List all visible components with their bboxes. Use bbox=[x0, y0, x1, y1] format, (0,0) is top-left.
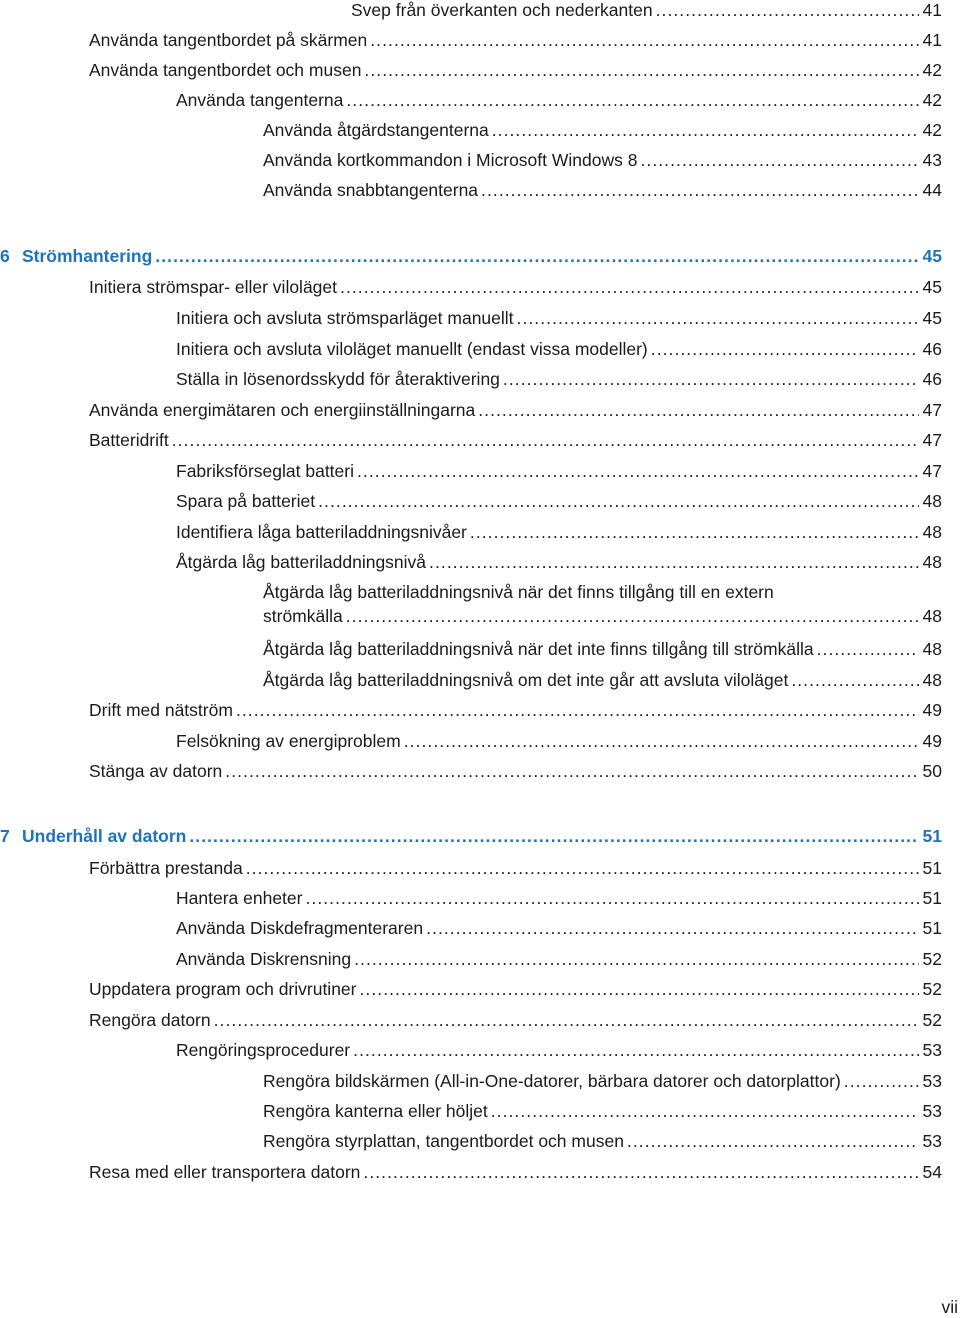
toc-leader bbox=[656, 0, 919, 21]
toc-entry-page: 54 bbox=[922, 1162, 942, 1182]
toc-leader bbox=[817, 639, 919, 660]
toc-leader bbox=[426, 918, 918, 939]
toc-chapter-title-group bbox=[0, 826, 186, 847]
toc-entry-title-line2: strömkälla bbox=[263, 606, 343, 626]
toc-leader bbox=[640, 150, 918, 171]
toc-entry-page: 48 bbox=[922, 606, 942, 626]
toc-entry-page: 52 bbox=[922, 1010, 942, 1030]
toc-leader bbox=[364, 60, 918, 81]
toc-entry[interactable] bbox=[176, 90, 942, 111]
toc-leader bbox=[172, 430, 919, 451]
toc-entry-page: 43 bbox=[922, 150, 942, 170]
toc-entry-page: 41 bbox=[922, 30, 942, 50]
toc-entry[interactable] bbox=[89, 400, 942, 421]
toc-leader bbox=[651, 339, 919, 360]
toc-entry-page: 47 bbox=[922, 430, 942, 450]
toc-chapter-title: Underhåll av datorn bbox=[22, 826, 187, 846]
toc-entry[interactable] bbox=[263, 1101, 942, 1122]
toc-chapter-entry[interactable] bbox=[0, 826, 942, 847]
toc-entry[interactable] bbox=[263, 579, 942, 627]
toc-entry[interactable] bbox=[176, 339, 942, 360]
toc-entry-page: 48 bbox=[922, 670, 942, 690]
toc-entry[interactable] bbox=[89, 277, 942, 298]
toc-leader bbox=[470, 522, 919, 543]
toc-leader bbox=[305, 888, 918, 909]
toc-entry[interactable] bbox=[176, 888, 942, 909]
toc-entry-page: 48 bbox=[922, 552, 942, 572]
toc-chapter-number: 6 bbox=[0, 246, 10, 266]
toc-leader bbox=[236, 700, 919, 721]
toc-entry-page: 47 bbox=[922, 400, 942, 420]
toc-entry[interactable] bbox=[351, 0, 942, 21]
toc-entry-title: Använda Diskrensning bbox=[176, 949, 352, 969]
toc-leader bbox=[491, 1101, 919, 1122]
toc-entry[interactable] bbox=[176, 918, 942, 939]
toc-entry-title: Rengöra kanterna eller höljet bbox=[263, 1101, 488, 1121]
toc-entry-title: Rengöra styrplattan, tangentbordet och musen bbox=[263, 1131, 624, 1151]
toc-entry-page: 49 bbox=[922, 731, 942, 751]
toc-leader bbox=[246, 858, 919, 879]
toc-entry[interactable] bbox=[176, 1040, 942, 1061]
toc-leader bbox=[189, 826, 918, 847]
toc-entry-title: Initiera och avsluta strömsparläget manuellt bbox=[176, 308, 514, 328]
toc-entry-title: Identifiera låga batteriladdningsnivåer bbox=[176, 522, 467, 542]
toc-entry-page: 42 bbox=[922, 90, 942, 110]
toc-leader bbox=[360, 979, 919, 1000]
toc-entry-title: Resa med eller transportera datorn bbox=[89, 1162, 361, 1182]
toc-leader bbox=[429, 552, 918, 573]
toc-entry-page: 53 bbox=[922, 1101, 942, 1121]
toc-entry-title: Åtgärda låg batteriladdningsnivå om det inte går att avsluta viloläget bbox=[263, 670, 789, 690]
toc-entry-page: 45 bbox=[922, 308, 942, 328]
toc-leader bbox=[214, 1010, 919, 1031]
toc-entry-page: 52 bbox=[922, 949, 942, 969]
toc-entry[interactable] bbox=[89, 430, 942, 451]
toc-leader bbox=[318, 491, 918, 512]
toc-entry[interactable] bbox=[89, 858, 942, 879]
toc-entry[interactable] bbox=[263, 1131, 942, 1152]
toc-chapter-title-group bbox=[0, 246, 152, 267]
toc-leader bbox=[354, 949, 918, 970]
toc-entry[interactable] bbox=[89, 1010, 942, 1031]
toc-entry[interactable] bbox=[176, 731, 942, 752]
toc-leader bbox=[346, 606, 919, 627]
toc-leader bbox=[353, 1040, 918, 1061]
toc-entry-page: 51 bbox=[922, 826, 942, 846]
toc-entry-title: Använda Diskdefragmenteraren bbox=[176, 918, 424, 938]
toc-leader bbox=[340, 277, 919, 298]
toc-entry[interactable] bbox=[89, 30, 942, 51]
toc-leader bbox=[517, 308, 919, 329]
toc-entry-page: 46 bbox=[922, 369, 942, 389]
toc-entry-page: 49 bbox=[922, 700, 942, 720]
toc-entry[interactable] bbox=[263, 639, 942, 660]
toc-entry-title: Förbättra prestanda bbox=[89, 858, 243, 878]
toc-leader bbox=[791, 670, 918, 691]
toc-entry[interactable] bbox=[263, 120, 942, 141]
toc-entry-title: Använda kortkommandon i Microsoft Windows 8 bbox=[263, 150, 638, 170]
toc-entry-title: Hantera enheter bbox=[176, 888, 303, 908]
toc-entry-page: 45 bbox=[922, 246, 942, 266]
toc-entry[interactable] bbox=[263, 1071, 942, 1092]
toc-chapter-entry[interactable] bbox=[0, 246, 942, 267]
toc-entry-title: Rengöra datorn bbox=[89, 1010, 211, 1030]
toc-chapter-number: 7 bbox=[0, 826, 10, 846]
toc-entry-page: 48 bbox=[922, 639, 942, 659]
toc-leader bbox=[481, 180, 918, 201]
toc-entry[interactable] bbox=[176, 461, 942, 482]
toc-leader bbox=[844, 1071, 919, 1092]
toc-entry-title: Uppdatera program och drivrutiner bbox=[89, 979, 357, 999]
toc-leader bbox=[363, 1162, 918, 1183]
toc-entry-title: Åtgärda låg batteriladdningsnivå när det inte finns tillgång till strömkälla bbox=[263, 639, 814, 659]
toc-leader bbox=[627, 1131, 919, 1152]
toc-leader bbox=[370, 30, 918, 51]
toc-entry-page: 46 bbox=[922, 339, 942, 359]
toc-entry[interactable] bbox=[176, 552, 942, 573]
toc-entry[interactable] bbox=[89, 979, 942, 1000]
toc-entry-page: 47 bbox=[922, 461, 942, 481]
toc-entry[interactable] bbox=[176, 491, 942, 512]
toc-leader bbox=[225, 761, 918, 782]
toc-entry[interactable] bbox=[176, 369, 942, 390]
toc-entry-page: 52 bbox=[922, 979, 942, 999]
toc-leader bbox=[346, 90, 918, 111]
toc-entry[interactable] bbox=[176, 308, 942, 329]
toc-entry[interactable] bbox=[89, 761, 942, 782]
toc-entry-page: 51 bbox=[922, 918, 942, 938]
toc-entry-second-line bbox=[263, 606, 942, 627]
toc-entry-page: 42 bbox=[922, 120, 942, 140]
toc-entry-title: Använda tangentbordet på skärmen bbox=[89, 30, 368, 50]
toc-entry-title: Batteridrift bbox=[89, 430, 169, 450]
toc-entry-title: Använda tangentbordet och musen bbox=[89, 60, 362, 80]
toc-leader bbox=[478, 400, 918, 421]
toc-entry-page: 51 bbox=[922, 858, 942, 878]
toc-entry[interactable] bbox=[89, 1162, 942, 1183]
toc-entry-page: 41 bbox=[922, 0, 942, 20]
toc-entry[interactable] bbox=[176, 949, 942, 970]
toc-entry[interactable] bbox=[89, 700, 942, 721]
toc-entry-page: 48 bbox=[922, 491, 942, 511]
toc-entry-page: 42 bbox=[922, 60, 942, 80]
toc-leader bbox=[357, 461, 919, 482]
toc-entry-page: 48 bbox=[922, 522, 942, 542]
toc-entry-title: Använda åtgärdstangenterna bbox=[263, 120, 489, 140]
toc-entry-page: 53 bbox=[922, 1040, 942, 1060]
toc-entry-title-line1: Åtgärda låg batteriladdningsnivå när det finns tillgång till en extern bbox=[263, 582, 774, 602]
toc-entry[interactable] bbox=[263, 670, 942, 691]
toc-entry-title: Använda tangenterna bbox=[176, 90, 344, 110]
toc-entry-title: Initiera och avsluta viloläget manuellt (endast vissa modeller) bbox=[176, 339, 648, 359]
toc-entry-title: Åtgärda låg batteriladdningsnivå bbox=[176, 552, 427, 572]
toc-entry-title: Ställa in lösenordsskydd för återaktivering bbox=[176, 369, 500, 389]
toc-entry[interactable] bbox=[263, 150, 942, 171]
toc-entry-page: 53 bbox=[922, 1071, 942, 1091]
page-number: vii bbox=[941, 1297, 958, 1317]
toc-entry-title: Drift med nätström bbox=[89, 700, 233, 720]
toc-entry-title: Rengöra bildskärmen (All-in-One-datorer, bärbara datorer och datorplattor) bbox=[263, 1071, 841, 1091]
toc-entry[interactable] bbox=[89, 60, 942, 81]
toc-leader bbox=[503, 369, 919, 390]
toc-entry-title: Rengöringsprocedurer bbox=[176, 1040, 351, 1060]
toc-entry-page: 53 bbox=[922, 1131, 942, 1151]
toc-leader bbox=[155, 246, 918, 267]
toc-entry-page: 45 bbox=[922, 277, 942, 297]
toc-entry-page: 50 bbox=[922, 761, 942, 781]
toc-entry-title: Felsökning av energiproblem bbox=[176, 731, 401, 751]
toc-entry-title: Initiera strömspar- eller viloläget bbox=[89, 277, 338, 297]
toc-entry-title: Svep från överkanten och nederkanten bbox=[351, 0, 653, 20]
toc-entry-title: Använda snabbtangenterna bbox=[263, 180, 479, 200]
toc-entry-title: Spara på batteriet bbox=[176, 491, 316, 511]
toc-entry-page: 51 bbox=[922, 888, 942, 908]
toc-leader bbox=[492, 120, 919, 141]
toc-entry-title: Stänga av datorn bbox=[89, 761, 223, 781]
toc-entry[interactable] bbox=[263, 180, 942, 201]
toc-entry-title: Använda energimätaren och energiinställningarna bbox=[89, 400, 476, 420]
toc-entry-page: 44 bbox=[922, 180, 942, 200]
toc-entry-title: Fabriksförseglat batteri bbox=[176, 461, 354, 481]
toc-leader bbox=[404, 731, 919, 752]
toc-entry[interactable] bbox=[176, 522, 942, 543]
toc-chapter-title: Strömhantering bbox=[22, 246, 153, 266]
